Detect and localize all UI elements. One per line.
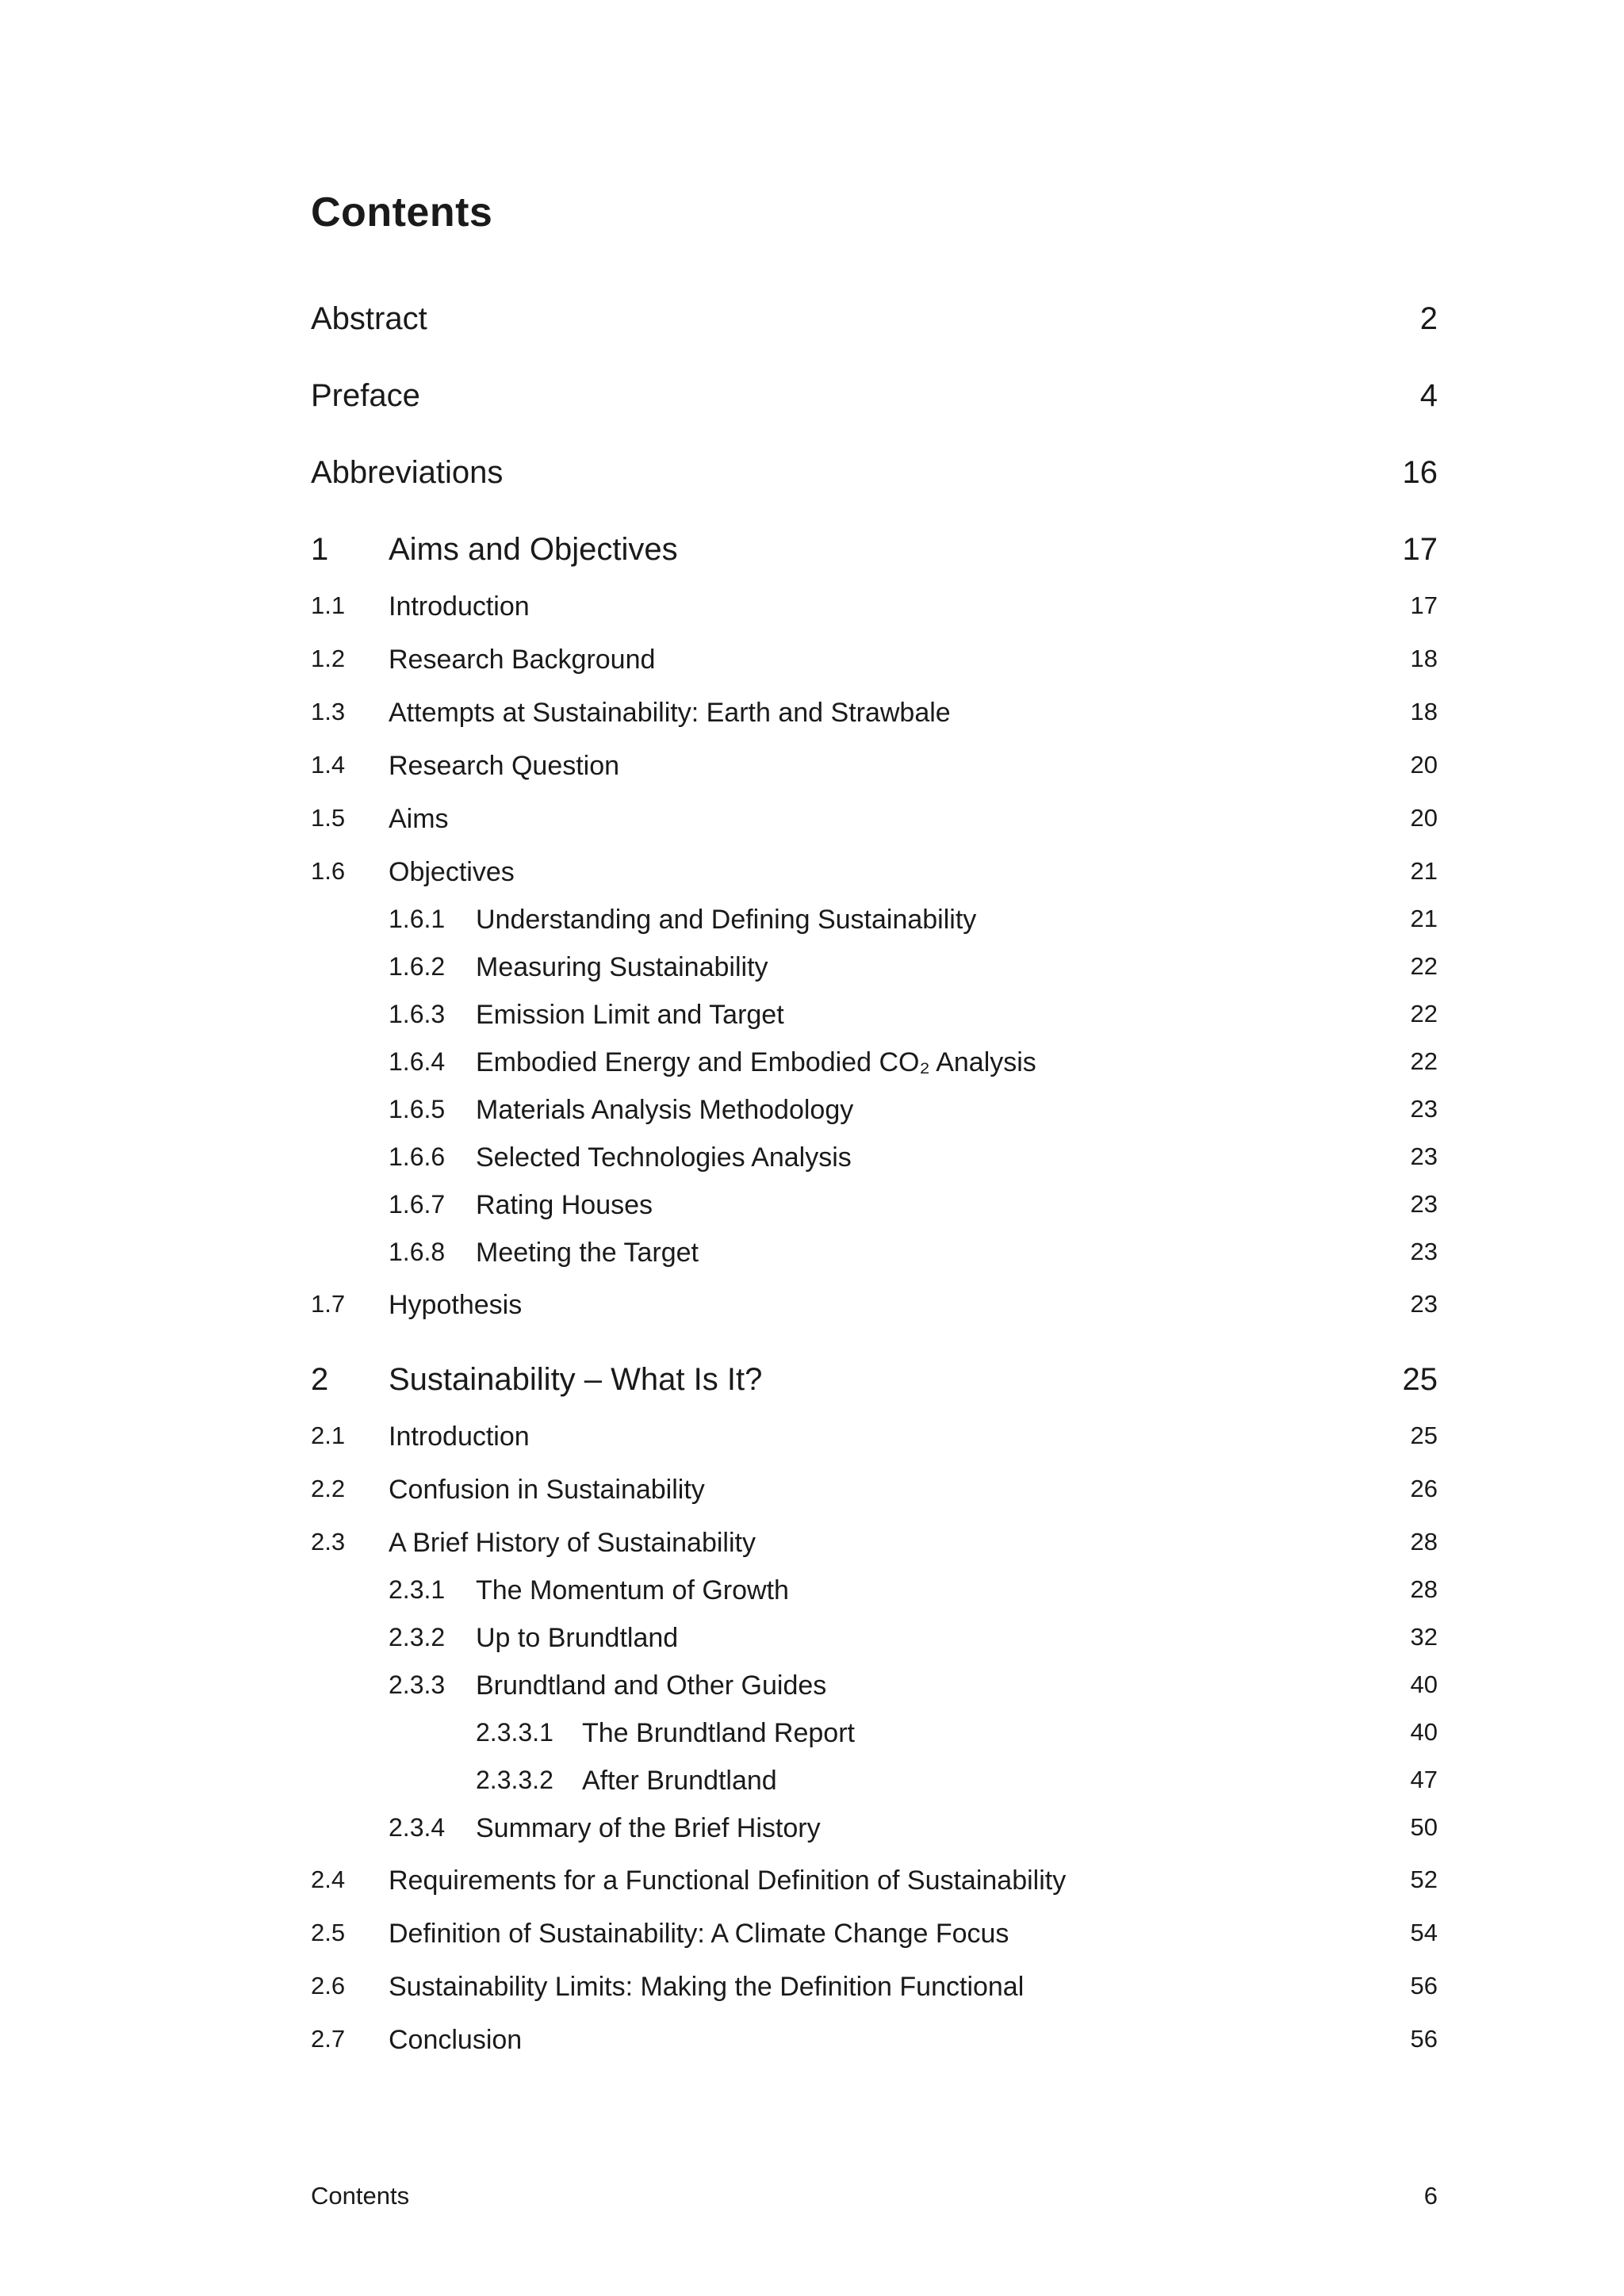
toc-entry-page: 54 — [1410, 1919, 1438, 1946]
toc-entry-page: 50 — [1410, 1813, 1438, 1841]
toc-entry-page: 52 — [1410, 1866, 1438, 1893]
toc-entry-title: Brundtland and Other Guides — [476, 1670, 827, 1701]
toc-entry-page: 40 — [1410, 1718, 1438, 1746]
toc-entry-page: 18 — [1410, 645, 1438, 672]
toc-entry-title: A Brief History of Sustainability — [389, 1528, 756, 1558]
toc-entry[interactable] — [311, 1475, 1438, 1519]
toc-entry[interactable] — [311, 1670, 1438, 1715]
toc-entry-title: Abbreviations — [311, 455, 504, 490]
toc-entry[interactable] — [311, 591, 1438, 636]
toc-entry[interactable] — [311, 1047, 1438, 1092]
toc-entry-title: Abstract — [311, 301, 427, 336]
toc-entry-number: 2.6 — [311, 1972, 346, 1999]
toc-entry-number: 1.6.3 — [389, 1000, 446, 1028]
toc-entry-title: Selected Technologies Analysis — [476, 1142, 852, 1173]
toc-entry-title: Research Background — [389, 645, 656, 675]
toc-entry-abbreviations[interactable] — [311, 455, 1438, 499]
toc-entry-title: The Brundtland Report — [582, 1718, 855, 1748]
toc-entry[interactable] — [311, 952, 1438, 997]
toc-entry-title: Understanding and Defining Sustainability — [476, 905, 977, 935]
toc-entry[interactable] — [311, 1813, 1438, 1858]
toc-entry-page: 18 — [1410, 698, 1438, 725]
toc-entry[interactable] — [311, 1000, 1438, 1044]
toc-entry-title: Aims and Objectives — [389, 532, 678, 567]
toc-entry-page: 21 — [1410, 905, 1438, 932]
toc-entry-number: 2.5 — [311, 1919, 346, 1946]
toc-entry-number: 1.6.6 — [389, 1142, 446, 1171]
toc-entry[interactable] — [311, 1919, 1438, 1963]
toc-entry-page: 47 — [1410, 1766, 1438, 1793]
toc-entry-number: 2.3.1 — [389, 1575, 446, 1604]
toc-entry-number: 1.5 — [311, 804, 346, 832]
toc-entry-number: 1.6.1 — [389, 905, 446, 933]
toc-entry-number: 1.1 — [311, 591, 346, 619]
toc-entry-page: 22 — [1410, 1000, 1438, 1027]
toc-entry[interactable] — [311, 1623, 1438, 1667]
toc-entry-number: 1.6.5 — [389, 1095, 446, 1123]
toc-entry-number: 1.6.4 — [389, 1047, 446, 1076]
toc-entry-page: 23 — [1410, 1290, 1438, 1318]
toc-entry-number: 2.3.4 — [389, 1813, 446, 1842]
toc-entry-title: Research Question — [389, 751, 620, 781]
toc-entry-page: 20 — [1410, 751, 1438, 779]
footer-section-label: Contents — [311, 2182, 410, 2210]
toc-entry-number: 1.6.7 — [389, 1190, 446, 1219]
toc-entry[interactable] — [311, 1766, 1438, 1810]
toc-entry-title: Sustainability Limits: Making the Definition Functional — [389, 1972, 1025, 2002]
toc-entry-number: 1.6 — [311, 857, 346, 885]
toc-entry-title: Hypothesis — [389, 1290, 523, 1320]
toc-entry-number: 1.6.2 — [389, 952, 446, 981]
toc-entry-page: 56 — [1410, 1972, 1438, 1999]
toc-entry-page: 23 — [1410, 1142, 1438, 1170]
toc-entry[interactable] — [311, 1095, 1438, 1139]
toc-chapter-1[interactable] — [311, 532, 1438, 576]
toc-entry-title: Confusion in Sustainability — [389, 1475, 705, 1505]
toc-entry-title: Introduction — [389, 1422, 530, 1452]
toc-entry-page: 20 — [1410, 804, 1438, 832]
toc-entry-number: 1.7 — [311, 1290, 346, 1318]
toc-entry[interactable] — [311, 857, 1438, 901]
toc-entry-page: 22 — [1410, 952, 1438, 980]
toc-entry-number: 2.2 — [311, 1475, 346, 1502]
toc-entry-title: Emission Limit and Target — [476, 1000, 784, 1030]
toc-entry-page: 2 — [1419, 301, 1438, 336]
toc-entry[interactable] — [311, 2025, 1438, 2069]
toc-entry-page: 26 — [1410, 1475, 1438, 1502]
toc-entry[interactable] — [311, 1190, 1438, 1234]
toc-entry-title: Up to Brundtland — [476, 1623, 679, 1653]
toc-entry-abstract[interactable] — [311, 301, 1438, 346]
toc-entry-number: 2.7 — [311, 2025, 346, 2053]
toc-entry-title: Embodied Energy and Embodied CO₂ Analysis — [476, 1047, 1036, 1077]
toc-entry-title: Rating Houses — [476, 1190, 653, 1220]
toc-entry-number: 2.3.3.1 — [476, 1718, 553, 1747]
toc-entry-page: 23 — [1410, 1095, 1438, 1123]
toc-entry-number: 2.3.3.2 — [476, 1766, 553, 1794]
toc-entry-number: 2.3 — [311, 1528, 346, 1556]
toc-entry-page: 22 — [1410, 1047, 1438, 1075]
toc-entry-title: After Brundtland — [582, 1766, 777, 1796]
toc-entry-page: 17 — [1410, 591, 1438, 619]
toc-entry[interactable] — [311, 1575, 1438, 1620]
toc-entry-page: 23 — [1410, 1238, 1438, 1265]
toc-entry-title: Meeting the Target — [476, 1238, 699, 1268]
toc-entry-number: 1.6.8 — [389, 1238, 446, 1266]
toc-entry-title: Aims — [389, 804, 449, 834]
toc-entry[interactable] — [311, 1866, 1438, 1910]
toc-entry-number: 2 — [311, 1362, 329, 1397]
toc-entry-number: 2.3.2 — [389, 1623, 446, 1651]
toc-entry[interactable] — [311, 1718, 1438, 1762]
toc-entry[interactable] — [311, 1142, 1438, 1187]
toc-entry-page: 25 — [1410, 1422, 1438, 1449]
toc-entry[interactable] — [311, 698, 1438, 742]
toc-entry-page: 17 — [1402, 532, 1438, 567]
toc-entry-number: 1.2 — [311, 645, 346, 672]
toc-entry[interactable] — [311, 1290, 1438, 1334]
toc-entry-page: 40 — [1410, 1670, 1438, 1698]
toc-entry[interactable] — [311, 1422, 1438, 1466]
toc-entry-title: Materials Analysis Methodology — [476, 1095, 854, 1125]
toc-entry-title: Objectives — [389, 857, 515, 887]
toc-entry[interactable] — [311, 1972, 1438, 2016]
page-footer — [311, 2182, 1438, 2214]
toc-entry[interactable] — [311, 645, 1438, 689]
toc-entry-number: 1 — [311, 532, 329, 567]
toc-entry-title: Measuring Sustainability — [476, 952, 768, 982]
page-title: Contents — [311, 189, 493, 235]
toc-entry-page: 23 — [1410, 1190, 1438, 1218]
toc-entry-page: 4 — [1419, 378, 1438, 413]
footer-page-number: 6 — [1423, 2182, 1438, 2210]
toc-entry-title: Summary of the Brief History — [476, 1813, 821, 1843]
toc-entry-title: Preface — [311, 378, 420, 413]
toc-entry-number: 1.4 — [311, 751, 346, 779]
toc-entry-page: 21 — [1410, 857, 1438, 885]
toc-entry[interactable] — [311, 751, 1438, 795]
toc-entry-page: 28 — [1410, 1528, 1438, 1556]
toc-entry-number: 2.4 — [311, 1866, 346, 1893]
toc-entry-page: 32 — [1410, 1623, 1438, 1651]
toc-entry-title: The Momentum of Growth — [476, 1575, 789, 1605]
toc-entry-title: Attempts at Sustainability: Earth and Strawbale — [389, 698, 951, 728]
toc-chapter-2[interactable] — [311, 1362, 1438, 1406]
toc-entry-preface[interactable] — [311, 378, 1438, 423]
toc-entry[interactable] — [311, 1528, 1438, 1572]
toc-entry-page: 25 — [1402, 1362, 1438, 1397]
toc-entry-number: 2.1 — [311, 1422, 346, 1449]
toc-entry-title: Sustainability – What Is It? — [389, 1362, 763, 1397]
toc-entry-page: 16 — [1402, 455, 1438, 490]
toc-entry-number: 2.3.3 — [389, 1670, 446, 1699]
toc-entry-title: Introduction — [389, 591, 530, 622]
toc-entry[interactable] — [311, 1238, 1438, 1282]
toc-entry-title: Conclusion — [389, 2025, 523, 2055]
toc-entry-title: Definition of Sustainability: A Climate Change Focus — [389, 1919, 1009, 1949]
toc-entry[interactable] — [311, 804, 1438, 848]
toc-entry[interactable] — [311, 905, 1438, 949]
toc-entry-page: 56 — [1410, 2025, 1438, 2053]
toc-entry-page: 28 — [1410, 1575, 1438, 1603]
toc-entry-title: Requirements for a Functional Definition of Sustainability — [389, 1866, 1067, 1896]
toc-entry-number: 1.3 — [311, 698, 346, 725]
